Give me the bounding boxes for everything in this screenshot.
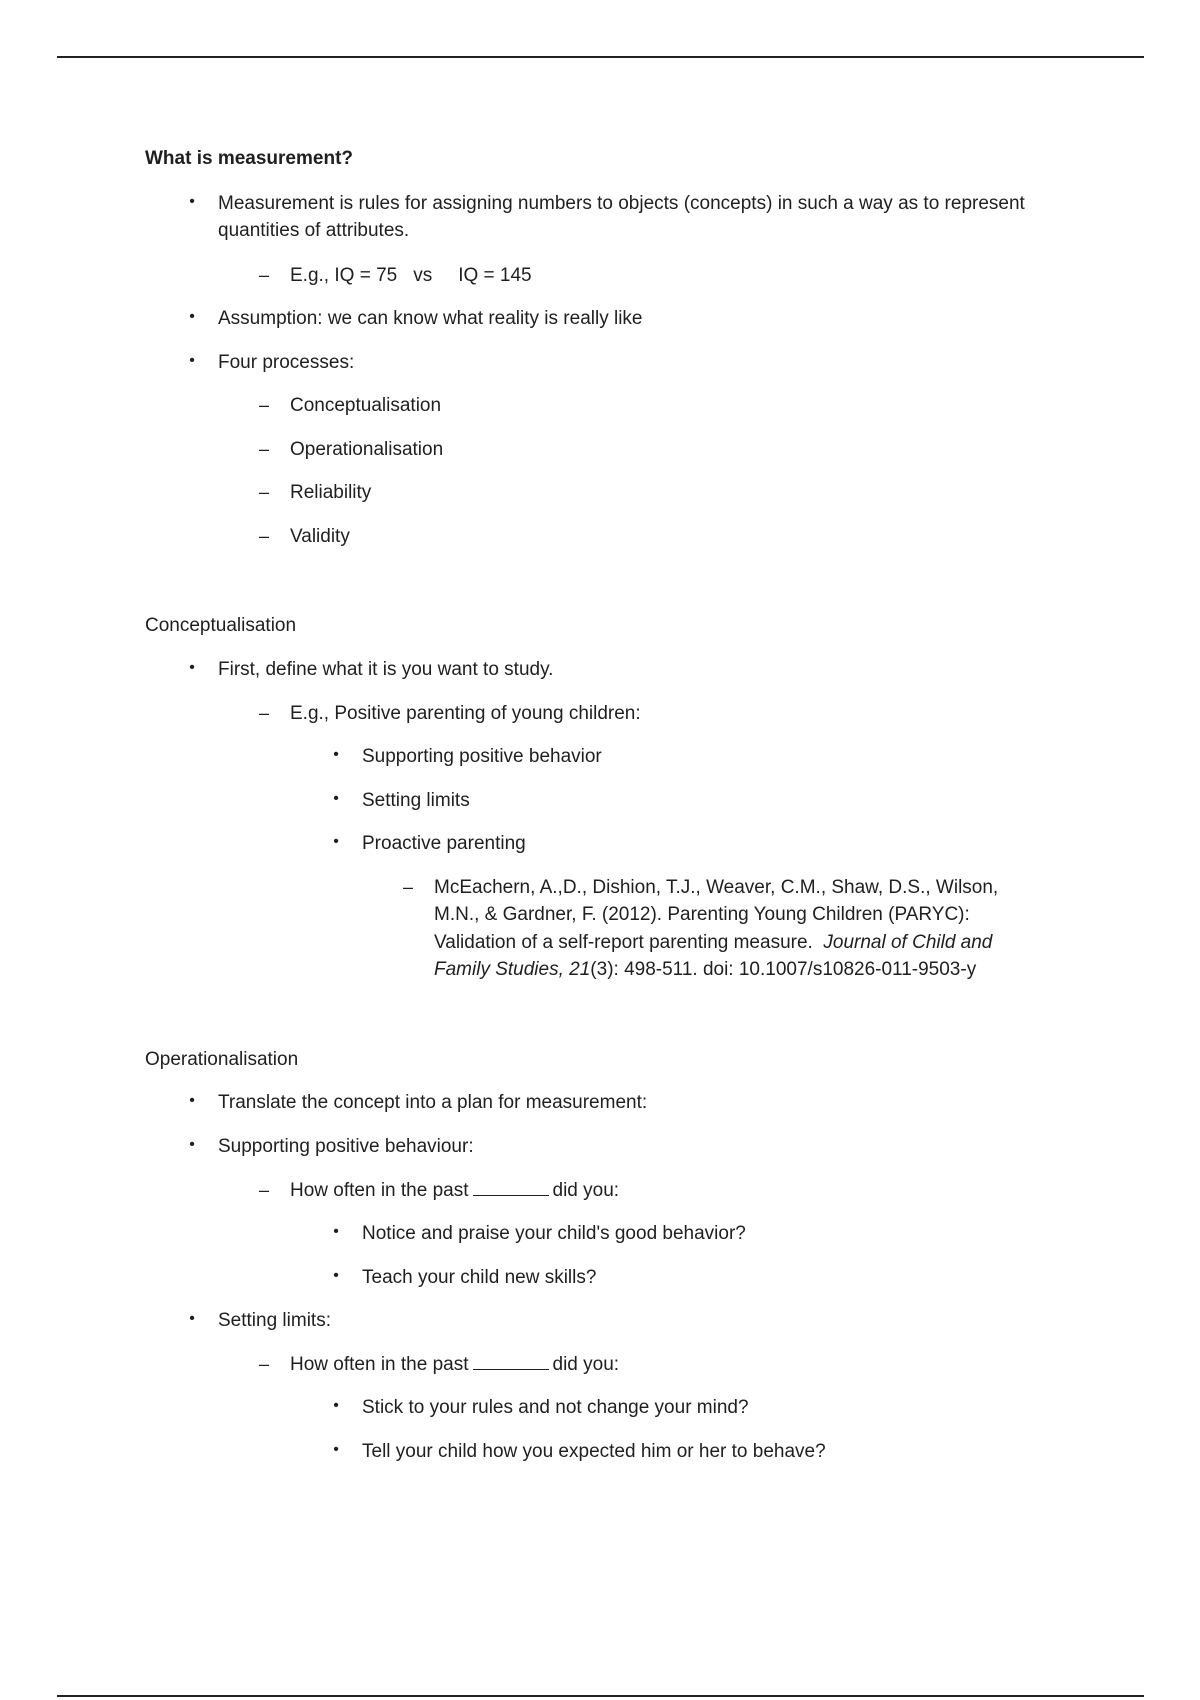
list-item: • Tell your child how you expected him or her to behave?: [362, 1438, 1045, 1466]
document-body: [145, 145, 1045, 1465]
list-item: • Proactive parenting – McEachern, A.,D., Dishion, T.J., Weaver, C.M., Shaw, D.S., Wilson, M.N., & Gardner, F. (2012). Parenting Young Children (PARYC): Validation of a self-report parenting measure. Journal of Child and Family Studies, 21(3): 498-511. doi: 10.1007/s10826-011-9503-y: [362, 830, 1045, 984]
bullet-icon: •: [189, 351, 195, 369]
assumption-text: Assumption: we can know what reality is really like: [218, 308, 643, 330]
list-item: • Supporting positive behaviour: – How often in the past did you: • Notice and praise your child's good behavior? • Teach your child new skills?: [218, 1133, 1045, 1291]
header-rule: [57, 56, 1144, 58]
journal-title: Journal of Child and Family Studies, 21: [434, 931, 993, 981]
dash-icon: –: [258, 438, 269, 459]
operationalisation-list: [189, 1089, 1045, 1465]
blank-line: [473, 1368, 549, 1370]
bullet-icon: •: [189, 659, 195, 677]
dash-icon: –: [258, 1179, 269, 1200]
list-item: • First, define what it is you want to study. – E.g., Positive parenting of young children: • Supporting positive behavior • Setting limits • Proactive parenting – McEachern, A.,D., Dishion, T.J., Weaver, C.M., Shaw, D.S., Wilson, M.N., & Gardner, F. (2012). Parenting Young Children (PARYC): Validation of a self-report parenting measure. Journal of Child and Family Studies, 21(3): 498-511. doi: 10.1007/s10826-011-9503-y: [218, 656, 1045, 984]
list-item: • Notice and praise your child's good behavior?: [362, 1220, 1045, 1248]
list-item: [258, 1351, 1045, 1466]
dash-icon: –: [258, 1353, 269, 1374]
list-item: – Validity: [290, 523, 1045, 551]
list-item: [189, 190, 1045, 290]
bullet-icon: •: [333, 1266, 339, 1284]
list-item: • Stick to your rules and not change your mind?: [362, 1394, 1045, 1422]
section-heading-operationalisation: Operationalisation: [145, 1048, 299, 1070]
dash-icon: –: [402, 876, 413, 897]
list-item: • Teach your child new skills?: [362, 1264, 1045, 1292]
list-item: [189, 305, 1045, 333]
bullet-icon: •: [333, 1440, 339, 1458]
bullet-icon: •: [333, 746, 339, 764]
citation-item: [402, 874, 1045, 984]
bullet-icon: •: [189, 1310, 195, 1328]
footer-rule: [57, 1695, 1144, 1697]
list-item: – Reliability: [290, 479, 1045, 507]
bullet-icon: •: [189, 1092, 195, 1110]
blank-line: [473, 1194, 549, 1196]
section-heading-conceptualisation: Conceptualisation: [145, 615, 297, 637]
bullet-icon: •: [333, 833, 339, 851]
citation-text: McEachern, A.,D., Dishion, T.J., Weaver, C.M., Shaw, D.S., Wilson, M.N., & Gardner, F. (2012). Parenting Young Children (PARYC): Validation of a self-report parenting measure. Journal of Child and Family Studies, 21(3): 498-511. doi: 10.1007/s10826-011-9503-y: [434, 876, 999, 981]
iq-example: E.g., IQ = 75 vs IQ = 145: [290, 264, 532, 286]
question-stem: How often in the past did you:: [290, 1179, 620, 1201]
definition-text: Measurement is rules for assigning numbers to objects (concepts) in such a way as to represent quantities of attributes.: [218, 192, 1025, 242]
bullet-icon: •: [333, 1397, 339, 1415]
list-item: • Translate the concept into a plan for measurement:: [218, 1089, 1045, 1117]
list-item: – Conceptualisation: [290, 392, 1045, 420]
dash-icon: –: [258, 395, 269, 416]
measurement-list: [189, 190, 1045, 551]
list-item: – E.g., Positive parenting of young children: • Supporting positive behavior • Setting limits • Proactive parenting – McEachern, A.,D., Dishion, T.J., Weaver, C.M., Shaw, D.S., Wilson, M.N., & Gardner, F. (2012). Parenting Young Children (PARYC): Validation of a self-report parenting measure. Journal of Child and Family Studies, 21(3): 498-511. doi: 10.1007/s10826-011-9503-y: [290, 700, 1045, 984]
list-item: – Operationalisation: [290, 436, 1045, 464]
bullet-icon: •: [333, 789, 339, 807]
bullet-icon: •: [189, 192, 195, 210]
section-heading-measurement: What is measurement?: [145, 148, 353, 169]
question-stem: How often in the past did you:: [290, 1353, 620, 1375]
dash-icon: –: [258, 525, 269, 546]
conceptualisation-list: [189, 656, 1045, 984]
list-item: • Setting limits: [362, 787, 1045, 815]
list-item: [258, 262, 1045, 290]
list-item: • Supporting positive behavior: [362, 743, 1045, 771]
bullet-icon: •: [189, 308, 195, 326]
list-item: [258, 1177, 1045, 1292]
bullet-icon: •: [333, 1223, 339, 1241]
dash-icon: –: [258, 482, 269, 503]
dash-icon: –: [258, 264, 269, 285]
list-item: [189, 349, 1045, 551]
bullet-icon: •: [189, 1136, 195, 1154]
four-processes-text: Four processes:: [218, 351, 355, 373]
dash-icon: –: [258, 702, 269, 723]
list-item: • Setting limits: – How often in the past did you: • Stick to your rules and not change your mind? • Tell your child how you expected him or her to behave?: [218, 1307, 1045, 1465]
